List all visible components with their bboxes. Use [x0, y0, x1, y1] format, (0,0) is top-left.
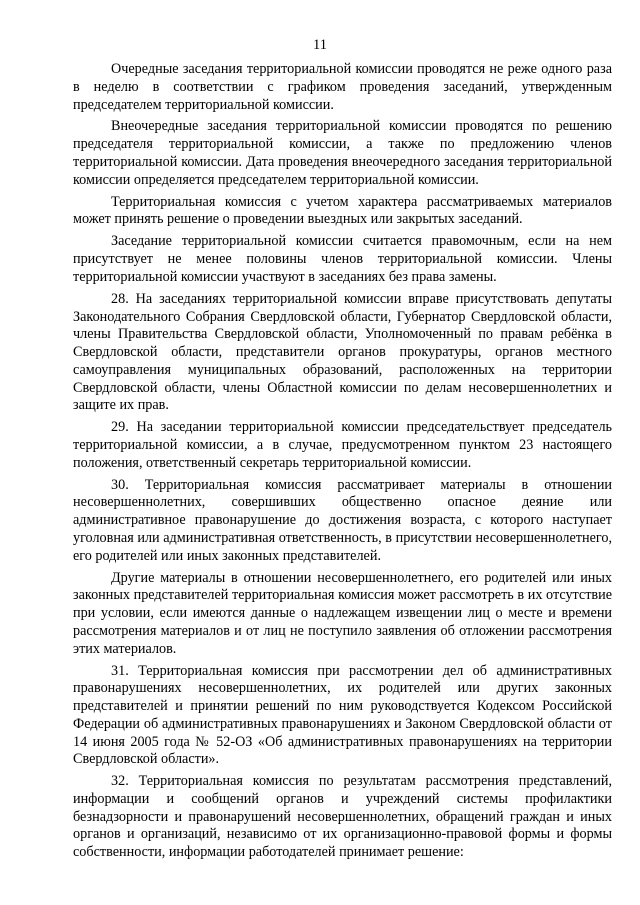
paragraph-31: 31. Территориальная комиссия при рассмотрении дел об административных правонарушениях несовершеннолетних, их родителей или других законных представителей и принятии решений по ним руководствуется Кодексом Российской Федерации об административных правонарушениях и Законом Свердловской области от 14 июня 2005 года № 52-ОЗ «Об административных правонарушениях на территории Свердловской области». [73, 662, 612, 768]
paragraph-29: 29. На заседании территориальной комиссии председательствует председатель территориальной комиссии, а в случае, предусмотренном пунктом 23 настоящего положения, ответственный секретарь территориальной комиссии. [73, 419, 612, 471]
paragraph-30: 30. Территориальная комиссия рассматривает материалы в отношении несовершеннолетних, совершивших общественно опасное деяние или административное правонарушение до достижения возраста, с которого наступает уголовная или административная ответственность, в присутствии несовершеннолетнего, его родителей или иных законных представителей. [73, 476, 612, 564]
paragraph-30-other-materials: Другие материалы в отношении несовершеннолетнего, его родителей или иных законных представителей территориальная комиссия может рассмотреть в их отсутствие при условии, если имеются данные о надлежащем извещении лиц о месте и времени рассмотрения материалов и от лиц не поступило заявления об отложении рассмотрения этих материалов. [73, 569, 612, 657]
paragraph-28: 28. На заседаниях территориальной комиссии вправе присутствовать депутаты Законодательного Собрания Свердловской области, Губернатор Свердловской области, члены Правительства Свердловской области, Уполномоченный по правам ребёнка в Свердловской области, представители органов прокуратуры, органов местного самоуправления муниципальных образований, расположенных на территории Свердловской области, члены Областной комиссии по делам несовершеннолетних и защите их прав. [73, 290, 612, 414]
document-body [73, 61, 612, 866]
page-number: 11 [313, 37, 327, 53]
paragraph-quorum: Заседание территориальной комиссии считается правомочным, если на нем присутствует не менее половины членов территориальной комиссии. Члены территориальной комиссии участвуют в заседаниях без права замены. [73, 233, 612, 285]
paragraph-32: 32. Территориальная комиссия по результатам рассмотрения представлений, информации и сообщений органов и учреждений системы профилактики безнадзорности и правонарушений несовершеннолетних, обращений граждан и иных органов и организаций, независимо от их организационно-правовой формы и формы собственности, информации работодателей принимает решение: [73, 773, 612, 861]
paragraph-meeting-schedule: Очередные заседания территориальной комиссии проводятся не реже одного раза в неделю в соответствии с графиком проведения заседаний, утвержденным председателем территориальной комиссии. [73, 61, 612, 113]
paragraph-extraordinary-meetings: Внеочередные заседания территориальной комиссии проводятся по решению председателя территориальной комиссии, а также по предложению членов территориальной комиссии. Дата проведения внеочередного заседания территориальной комиссии определяется председателем территориальной комиссии. [73, 118, 612, 188]
paragraph-offsite-closed-meetings: Территориальная комиссия с учетом характера рассматриваемых материалов может принять решение о проведении выездных или закрытых заседаний. [73, 193, 612, 228]
